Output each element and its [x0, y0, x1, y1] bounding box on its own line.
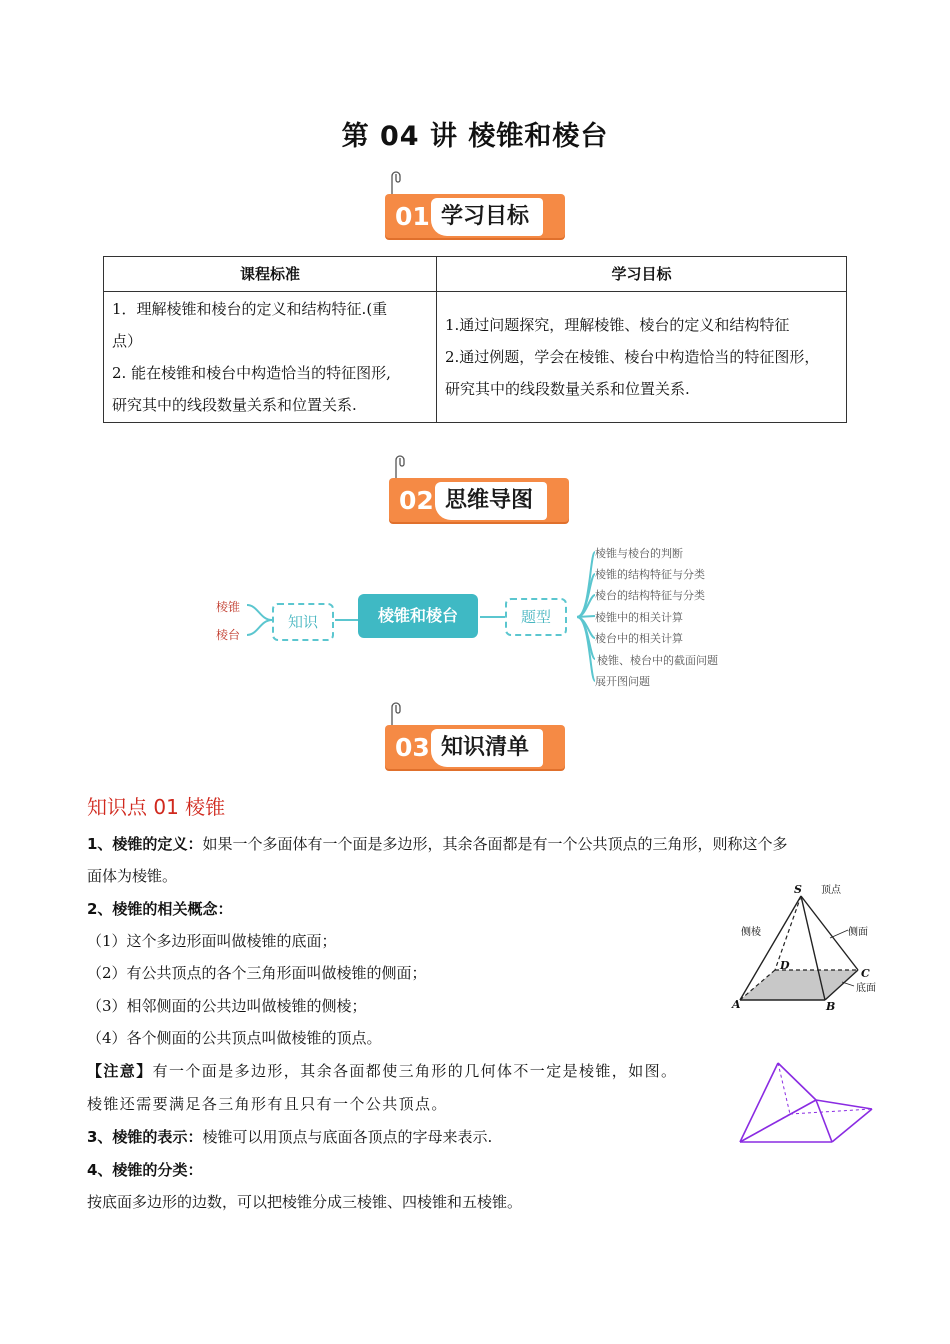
note-line2: 棱锥还需要满足各三角形有且只有一个公共顶点。 [87, 1095, 448, 1113]
badge-number: 03 [395, 733, 430, 762]
counterexample-figure [732, 1058, 882, 1150]
definition-text: 如果一个多面体有一个面是多边形，其余各面都是有一个公共顶点的三角形，则称这个多 [202, 835, 788, 853]
left-brace [247, 605, 272, 635]
vertex-S-label: S [794, 883, 802, 896]
standard-line: 1．理解棱锥和棱台的定义和结构特征.(重 [112, 300, 388, 318]
representation-paragraph [87, 1121, 492, 1153]
apex-label: 顶点 [821, 885, 841, 896]
standard-cell [104, 292, 437, 423]
mindmap-type-item: 棱台中的相关计算 [595, 632, 683, 645]
definition-line2: 面体为棱锥。 [87, 867, 178, 885]
representation-text: 棱锥可以用顶点与底面各顶点的字母来表示. [202, 1128, 493, 1146]
mindmap-knowledge-box: 知识 [272, 603, 334, 641]
lateral-face-label: 侧面 [848, 927, 868, 938]
knowledge-heading: 知识点 01 棱锥 [87, 795, 226, 819]
table-header: 课程标准 [104, 257, 437, 292]
representation-label: 3、棱锥的表示： [87, 1128, 203, 1146]
lateral-edge-label: 侧棱 [741, 927, 761, 938]
base-label: 底面 [856, 983, 876, 994]
mindmap-type-item: 棱锥、棱台中的截面问题 [597, 654, 718, 667]
concept-item: （3）相邻侧面的公共边叫做棱锥的侧棱； [87, 997, 367, 1015]
mindmap-type-item: 棱锥中的相关计算 [595, 611, 683, 624]
vertex-D-label: D [780, 959, 790, 972]
standard-line: 点） [112, 332, 143, 350]
mindmap-type-item: 棱锥与棱台的判断 [595, 547, 683, 560]
definition-label: 1、棱锥的定义： [87, 835, 203, 853]
vertex-A-label: A [732, 998, 741, 1011]
page-title: 第 04 讲 棱锥和棱台 [341, 121, 609, 152]
vertex-C-label: C [861, 967, 870, 980]
section-badge-03 [385, 711, 565, 761]
mindmap-type-item: 展开图问题 [595, 675, 650, 688]
mindmap-types-box: 题型 [505, 598, 567, 636]
mindmap-type-item: 棱锥的结构特征与分类 [595, 568, 705, 581]
objectives-table [103, 256, 847, 423]
vertex-B-label: B [826, 1000, 836, 1013]
goal-line: 研究其中的线段数量关系和位置关系. [445, 380, 690, 398]
concept-label-text: 2、棱锥的相关概念： [87, 900, 233, 918]
concept-item: （4）各个侧面的公共顶点叫做棱锥的顶点。 [87, 1029, 382, 1047]
section-badge-02 [389, 464, 569, 514]
concept-item: （1）这个多边形面叫做棱锥的底面； [87, 932, 337, 950]
standard-line: 研究其中的线段数量关系和位置关系. [112, 396, 357, 414]
pyramid-figure [730, 878, 890, 1018]
concept-label [87, 893, 232, 925]
table-header: 学习目标 [437, 257, 847, 292]
badge-number: 02 [399, 486, 434, 515]
mindmap-left-item: 棱锥 [216, 600, 241, 614]
classification-text: 按底面多边形的边数，可以把棱锥分成三棱锥、四棱锥和五棱锥。 [87, 1193, 523, 1211]
goals-cell [437, 292, 847, 423]
note-paragraph [87, 1055, 677, 1087]
note-label: 【注意】 [87, 1062, 153, 1080]
classification-label [87, 1154, 202, 1186]
badge-label: 学习目标 [431, 198, 543, 236]
goal-line: 2.通过例题，学会在棱锥、棱台中构造恰当的特征图形， [445, 348, 820, 366]
definition-paragraph [87, 828, 787, 860]
mindmap-type-item: 棱台的结构特征与分类 [595, 589, 705, 602]
standard-line: 2. 能在棱锥和棱台中构造恰当的特征图形, [112, 364, 391, 382]
badge-label: 思维导图 [435, 482, 547, 520]
classification-label-text: 4、棱锥的分类： [87, 1161, 203, 1179]
section-badge-01 [385, 180, 565, 230]
mindmap-left-item: 棱台 [216, 628, 241, 642]
goal-line: 1.通过问题探究，理解棱锥、棱台的定义和结构特征 [445, 316, 790, 334]
note-text: 有一个面是多边形，其余各面都使三角形的几何体不一定是棱锥，如图。 [152, 1062, 678, 1080]
mindmap-center-node: 棱锥和棱台 [358, 594, 478, 638]
concept-item: （2）有公共顶点的各个三角形面叫做棱锥的侧面； [87, 964, 427, 982]
badge-number: 01 [395, 202, 430, 231]
badge-label: 知识清单 [431, 729, 543, 767]
